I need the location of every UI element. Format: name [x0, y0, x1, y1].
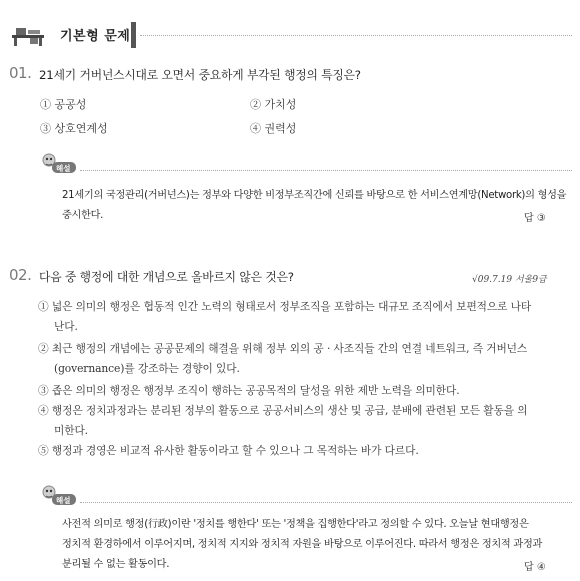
answer-label: 답 ③ — [524, 213, 546, 224]
q1-option-4: ④ 권력성 — [250, 122, 297, 135]
q2-option-1-cont: 난다. — [54, 320, 78, 333]
section-title: 기본형 문제 — [60, 29, 131, 44]
q2-option-4-cont: 미한다. — [54, 424, 88, 437]
solution-label: 해설 — [56, 164, 71, 173]
q1-option-1: ① 공공성 — [40, 98, 87, 111]
q1-option-3: ③ 상호연계성 — [40, 122, 108, 135]
question-number: 01. — [9, 64, 32, 82]
solution-divider — [80, 502, 572, 503]
solution-label: 해설 — [56, 496, 71, 505]
question-number: 02. — [9, 266, 32, 284]
q1-option-2: ② 가치성 — [250, 98, 297, 111]
question-text: 다음 중 행정에 대한 개념으로 올바르지 않은 것은? — [39, 270, 294, 284]
q2-option-1: ① 넓은 의미의 행정은 협동적 인간 노력의 형태로서 정부조직을 포함하는 대규모 조직에서 보편적으로 나타 — [38, 300, 532, 313]
solution-line: 정치적 환경하에서 이루어지며, 정치적 지지와 정치적 자원을 바탕으로 이루어진다. 따라서 행정은 정치적 과정과 — [62, 539, 543, 550]
section-title-bar — [131, 22, 136, 48]
q2-option-5: ⑤ 행정과 경영은 비교적 유사한 활동이라고 할 수 있으나 그 목적하는 바가 다르다. — [38, 444, 419, 457]
question-text: 21세기 거버넌스시대로 오면서 중요하게 부각된 행정의 특징은? — [39, 68, 361, 82]
q2-option-2: ② 최근 행정의 개념에는 공공문제의 해결을 위해 정부 외의 공 · 사조직들 간의 연결 네트워크, 즉 거버넌스 — [38, 342, 528, 355]
desk-icon — [12, 26, 44, 46]
solution-line: 사전적 의미로 행정(行政)이란 '정치를 행한다' 또는 '정책을 집행한다'라고 정의할 수 있다. 오늘날 현대행정은 — [62, 519, 529, 530]
q2-option-3: ③ 좁은 의미의 행정은 행정부 조직이 행하는 공공목적의 달성을 위한 제반 노력을 의미한다. — [38, 384, 460, 397]
answer-label: 답 ④ — [524, 562, 546, 573]
solution-divider — [80, 170, 572, 171]
source-note: √09.7.19 서울9급 — [472, 275, 547, 285]
solution-line: 분리될 수 없는 활동이다. — [62, 559, 170, 570]
solution-line: 21세기의 국정관리(거버넌스)는 정부와 다양한 비정부조직간에 신뢰를 바탕으로 한 서비스연계망(Network)의 형성을 — [62, 190, 567, 201]
section-divider — [140, 35, 572, 36]
q2-option-4: ④ 행정은 정치과정과는 분리된 정부의 활동으로 공공서비스의 생산 및 공급, 분배에 관련된 모든 활동을 의 — [38, 404, 528, 417]
solution-line: 중시한다. — [62, 210, 104, 221]
q2-option-2-cont: (governance)를 강조하는 경향이 있다. — [54, 362, 240, 375]
